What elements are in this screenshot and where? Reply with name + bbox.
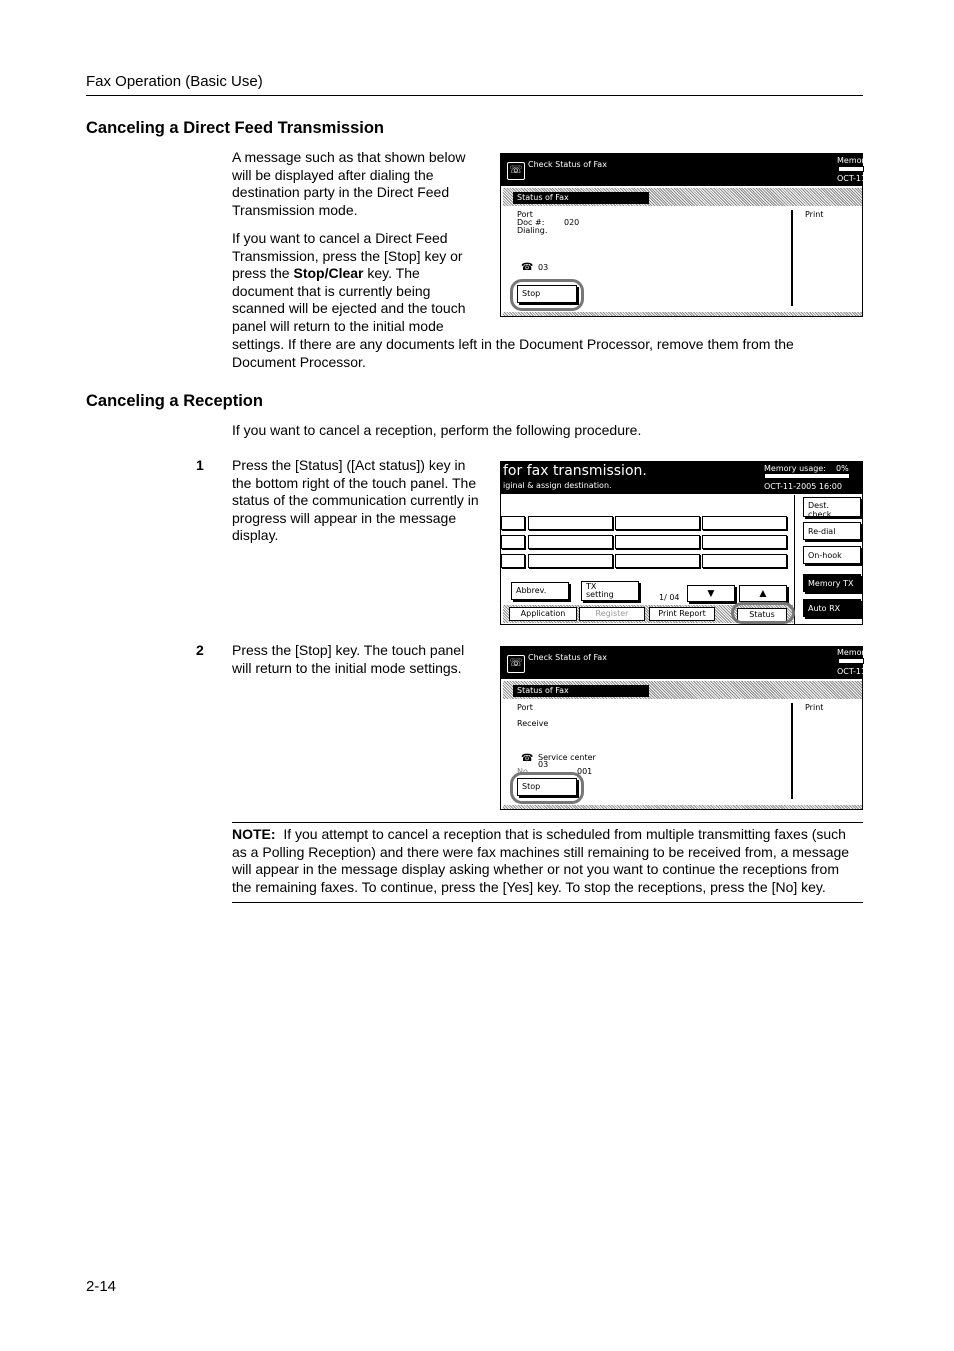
step-number-1: 1 [196, 457, 204, 473]
button-label: setting [586, 590, 614, 599]
button-label: Dest. [808, 501, 829, 510]
memory-meter [764, 473, 850, 479]
text-line: settings. If there are any documents left in the Document Processor, remove them from the [232, 336, 794, 352]
text-line: Transmission, press the [Stop] key or [232, 247, 463, 264]
destination-key[interactable] [615, 554, 700, 568]
text-line: will appear in the message display asking whether or not you want to continue the receptions from [232, 861, 840, 878]
page-indicator: 1/ 04 [659, 593, 680, 602]
receive-status: Receive [517, 719, 549, 728]
section-heading-reception: Canceling a Reception [86, 392, 263, 410]
column-divider [791, 703, 793, 799]
destination-key[interactable] [501, 516, 525, 530]
port-label: Port [517, 210, 533, 219]
memory-label: Memor [837, 156, 865, 165]
note-label: NOTE: [232, 826, 276, 842]
scroll-down-button[interactable]: ▼ [687, 585, 735, 602]
step-1-text [232, 457, 492, 545]
phone-icon: ☎ [521, 753, 534, 764]
destination-key[interactable] [501, 535, 525, 549]
text-line: progress will appear in the message [232, 509, 457, 526]
para-direct-feed-1 [232, 149, 492, 219]
text-span: key. The [363, 265, 420, 282]
destination-key[interactable] [528, 554, 613, 568]
phone-number: 03 [538, 263, 549, 272]
memory-usage-value: 0% [836, 464, 849, 473]
text-line: will return to the initial mode settings. [232, 659, 462, 676]
print-label: Print [805, 210, 824, 219]
sender-name: Service center [538, 753, 596, 762]
tab-print-report[interactable]: Print Report [649, 607, 715, 621]
screen-title: Check Status of Fax [528, 160, 607, 169]
text-line: destination party in the Direct Feed [232, 184, 450, 201]
text-line: will be displayed after dialing the [232, 166, 434, 183]
abbrev-button[interactable]: Abbrev. [511, 582, 569, 600]
header-rule [86, 95, 863, 96]
text-line: panel will return to the initial mode [232, 317, 444, 334]
on-hook-button[interactable]: On-hook [803, 546, 861, 564]
text-line: document that is currently being [232, 282, 431, 299]
print-label: Print [805, 703, 824, 712]
text-line: display. [232, 527, 279, 544]
screen-subtitle: iginal & assign destination. [503, 481, 612, 490]
reception-intro: If you want to cancel a reception, perform the following procedure. [232, 422, 642, 438]
text-line: A message such as that shown below [232, 149, 466, 165]
text-line: If you want to cancel a Direct Feed [232, 230, 448, 246]
number-value: 001 [577, 767, 593, 776]
screen-reception-status [500, 646, 867, 810]
date-time: OCT-11-2005 16:00 [764, 482, 842, 491]
tab-application[interactable]: Application [509, 607, 577, 621]
phone-number: 03 [538, 760, 549, 769]
text-line [232, 826, 864, 844]
button-label: check [808, 510, 832, 519]
text-line: Document Processor. [232, 353, 366, 370]
memory-meter [838, 658, 864, 664]
text-line: the remaining faxes. To continue, press the [Yes] key. To stop the receptions, press the [No] key. [232, 878, 826, 895]
redial-button[interactable]: Re-dial [803, 522, 861, 540]
note-top-rule [232, 822, 863, 823]
date-label: OCT-11 [837, 174, 867, 183]
destination-key[interactable] [702, 535, 787, 549]
phone-icon: ☎ [521, 262, 534, 273]
side-divider [794, 495, 795, 625]
highlight-ring [510, 279, 584, 311]
tab-status[interactable]: Status [737, 608, 787, 622]
number-label: No. [517, 767, 531, 776]
destination-key[interactable] [528, 535, 613, 549]
running-header: Fax Operation (Basic Use) [86, 73, 263, 90]
destination-key[interactable] [702, 554, 787, 568]
hatch-band [503, 805, 862, 809]
hatch-band [503, 312, 862, 316]
doc-number-label: Doc #: [517, 218, 545, 227]
stop-button[interactable]: Stop [517, 778, 577, 796]
date-label: OCT-11 [837, 667, 867, 676]
memory-meter [838, 166, 864, 172]
text-line: status of the communication currently in [232, 492, 479, 509]
highlight-ring [510, 772, 584, 804]
page-number: 2-14 [86, 1278, 117, 1295]
status-of-fax-label: Status of Fax [513, 685, 649, 697]
step-2-text [232, 642, 492, 677]
note-bottom-rule [232, 902, 863, 903]
text-line: Press the [Stop] key. The touch panel [232, 642, 465, 658]
text-line: Press the [Status] ([Act status]) key in [232, 457, 466, 473]
para-direct-feed-2 [232, 230, 492, 336]
step-number-2: 2 [196, 642, 204, 658]
destination-key[interactable] [615, 516, 700, 530]
screen-title-bar [501, 647, 862, 679]
memory-tx-button[interactable]: Memory TX [803, 574, 861, 592]
fax-icon: ☏ [507, 655, 525, 673]
screen-title: Check Status of Fax [528, 653, 607, 662]
para-direct-feed-3 [232, 336, 852, 371]
section-heading-direct-feed: Canceling a Direct Feed Transmission [86, 119, 385, 137]
text-line: scanned will be ejected and the touch [232, 300, 466, 317]
column-divider [791, 210, 793, 306]
destination-key[interactable] [702, 516, 787, 530]
memory-usage-label: Memory usage: [764, 464, 826, 473]
text-line: as a Polling Reception) and there were fax machines still remaining to be received from, a message [232, 843, 850, 860]
text-span: If you attempt to cancel a reception that is scheduled from multiple transmitting faxes (such [283, 826, 846, 842]
text-line: the bottom right of the touch panel. The [232, 474, 477, 491]
scroll-up-button[interactable]: ▲ [739, 585, 787, 602]
destination-key[interactable] [528, 516, 613, 530]
fax-icon: ☏ [507, 162, 525, 180]
text-line [232, 265, 492, 283]
tx-setting-button[interactable] [581, 581, 639, 601]
screen-fax-main [500, 461, 863, 625]
memory-label: Memor [837, 648, 865, 657]
status-of-fax-label: Status of Fax [513, 192, 649, 204]
destination-key[interactable] [501, 554, 525, 568]
text-line: Transmission mode. [232, 201, 358, 218]
screen-title: for fax transmission. [503, 463, 647, 479]
stop-clear-key-label: Stop/Clear [293, 265, 364, 282]
screen-title-bar [501, 154, 862, 186]
text-span: press the [232, 265, 294, 282]
auto-rx-button[interactable]: Auto RX [803, 599, 861, 617]
doc-number-value: 020 [564, 218, 580, 227]
stop-button[interactable]: Stop [517, 285, 577, 303]
destination-key[interactable] [615, 535, 700, 549]
highlight-ring [731, 602, 795, 624]
tab-register[interactable]: Register [579, 607, 645, 621]
dialing-status: Dialing. [517, 226, 548, 235]
screen-direct-feed-status [500, 153, 867, 317]
dest-check-button[interactable] [803, 497, 861, 517]
button-label: TX [586, 582, 597, 591]
port-label: Port [517, 703, 533, 712]
note-box [232, 826, 864, 896]
